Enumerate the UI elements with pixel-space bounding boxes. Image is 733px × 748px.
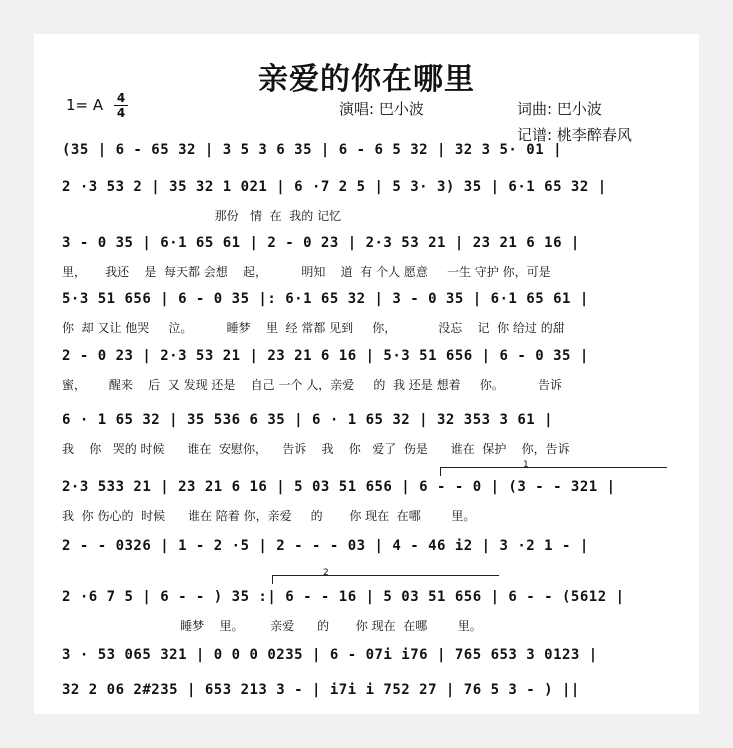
notation-line: 2 ·3 53 2 | 35 32 1 021 | 6 ·7 2 5 | 5 3· 3) 35 | 6·1 65 32 | bbox=[62, 179, 607, 195]
notation-line: 3 · 53 065 321 | 0 0 0 0235 | 6 - 07i i76 | 765 653 3 0123 | bbox=[62, 647, 598, 663]
key-signature: 1= A bbox=[66, 96, 104, 114]
time-signature bbox=[114, 92, 128, 119]
lyric-line: 蜜， 醒来 后 又 发现 还是 自己 一个 人，亲爱 的 我 还是 想着 你。 告诉 bbox=[62, 378, 563, 392]
second-ending-number: 2 bbox=[323, 568, 329, 578]
composer-credit: 词曲: 巴小波 bbox=[517, 100, 602, 118]
first-ending-number: 1 bbox=[523, 460, 529, 470]
score-row bbox=[62, 568, 682, 649]
score-row bbox=[62, 412, 682, 472]
lyric-line: 我 你 伤心的 时候 谁在 陪着 你，亲爱 的 你 现在 在哪 里。 bbox=[62, 509, 476, 523]
first-ending-bracket bbox=[440, 460, 667, 476]
song-title: 亲爱的你在哪里 bbox=[258, 62, 475, 97]
notation-line: 2 ·6 7 5 | 6 - - ) 35 :| 6 - - 16 | 5 03 51 656 | 6 - - (5612 | bbox=[62, 589, 625, 605]
time-bottom: 4 bbox=[116, 106, 126, 120]
score-sheet bbox=[34, 34, 699, 714]
score-row bbox=[62, 348, 682, 408]
notation-line: 32 2 06 2#235 | 653 213 3 - | i7i i 752 27 | 76 5 3 - ) || bbox=[62, 682, 580, 698]
score-row bbox=[62, 235, 682, 295]
lyric-line: 里， 我还 是 每天都 会想 起， 明知 道 有 个人 愿意 一生 守护 你，可是 bbox=[62, 265, 551, 279]
lyric-line: 睡梦 里。 亲爱 的 你 现在 在哪 里。 bbox=[62, 619, 482, 633]
notation-line: 2 - - 0326 | 1 - 2 ·5 | 2 - - - 03 | 4 - 46 i2 | 3 ·2 1 - | bbox=[62, 538, 589, 554]
singer-credit: 演唱: 巴小波 bbox=[339, 100, 424, 118]
notation-line: 5·3 51 656 | 6 - 0 35 |: 6·1 65 32 | 3 - 0 35 | 6·1 65 61 | bbox=[62, 291, 589, 307]
time-top: 4 bbox=[116, 91, 126, 105]
notation-line: 2·3 533 21 | 23 21 6 16 | 5 03 51 656 | 6 - - 0 | (3 - - 321 | bbox=[62, 479, 616, 495]
notation-line: 3 - 0 35 | 6·1 65 61 | 2 - 0 23 | 2·3 53 21 | 23 21 6 16 | bbox=[62, 235, 580, 251]
transcriber-credit: 记谱: 桃李醉春风 bbox=[517, 126, 632, 144]
lyric-line: 那份 情 在 我的 记忆 bbox=[62, 209, 342, 223]
lyric-line: 你 却 又让 他哭 泣。 睡梦 里 经 常都 见到 你， 没忘 记 你 给过 的甜 bbox=[62, 321, 565, 335]
notation-line: (35 | 6 - 65 32 | 3 5 3 6 35 | 6 - 6 5 32 | 32 3 5· 01 | bbox=[62, 142, 563, 158]
score-row bbox=[62, 179, 682, 239]
second-ending-bracket bbox=[272, 568, 499, 584]
score-row bbox=[62, 291, 682, 351]
notation-line: 2 - 0 23 | 2·3 53 21 | 23 21 6 16 | 5·3 51 656 | 6 - 0 35 | bbox=[62, 348, 589, 364]
notation-line: 6 · 1 65 32 | 35 536 6 35 | 6 · 1 65 32 | 32 353 3 61 | bbox=[62, 412, 554, 428]
score-row bbox=[62, 460, 682, 539]
score-row bbox=[62, 682, 682, 742]
lyric-line: 我 你 哭的 时候 谁在 安慰你， 告诉 我 你 爱了 伤是 谁在 保护 你，告诉 bbox=[62, 442, 570, 456]
